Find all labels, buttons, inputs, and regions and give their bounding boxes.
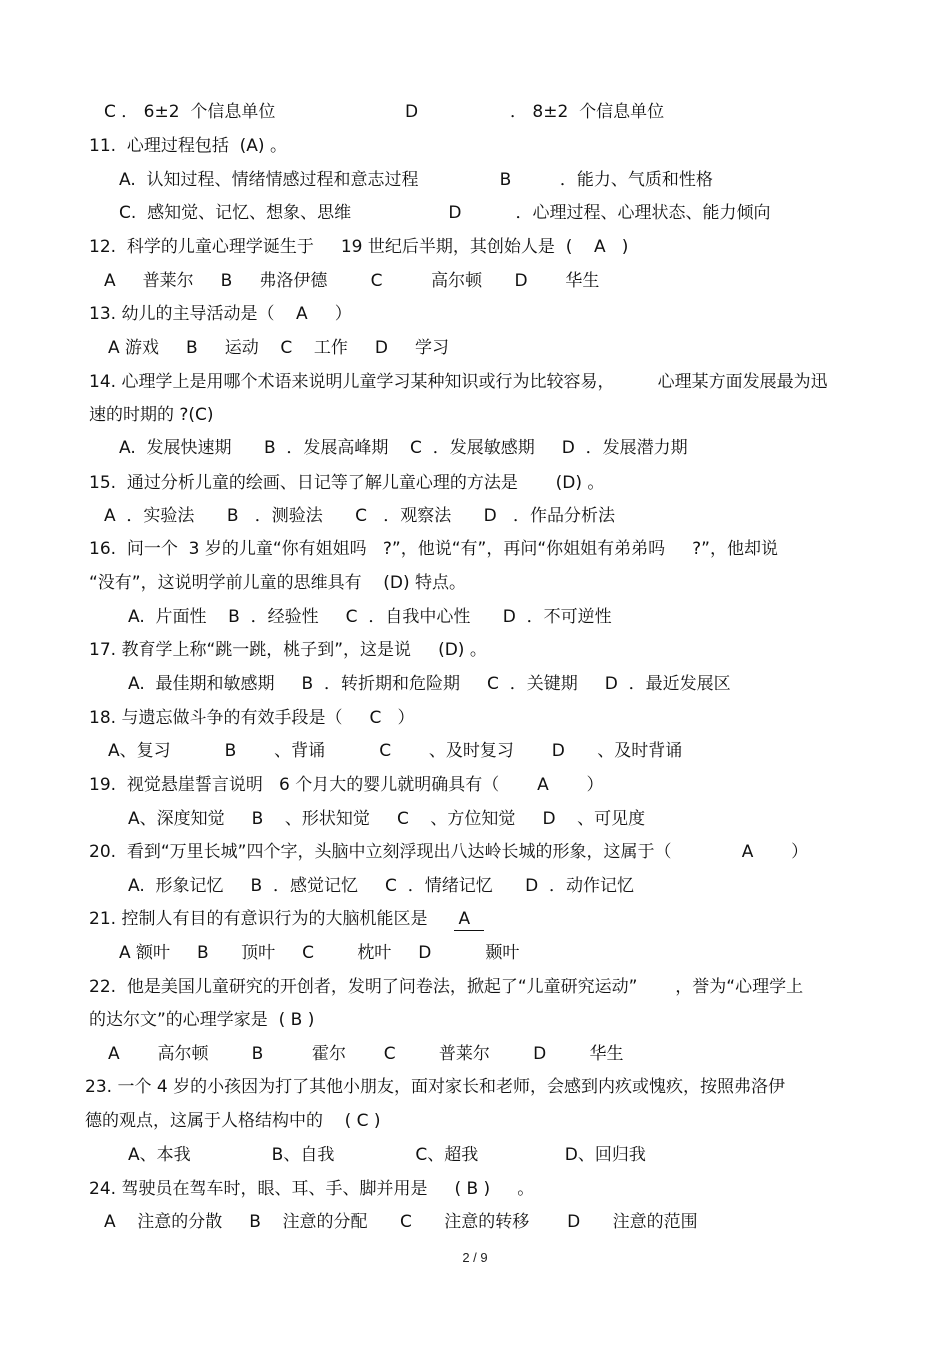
q22-question-line2: 的达尔文”的心理学家是 ( B ): [89, 1010, 315, 1030]
q14-options: A. 发展快速期 B ．发展高峰期 C ．发展敏感期 D ．发展潜力期: [119, 438, 688, 458]
q10-options-cd: C ． 6±2 个信息单位 D ． 8±2 个信息单位: [104, 102, 665, 122]
q15-options: A ．实验法 B ．测验法 C ．观察法 D ．作品分析法: [104, 506, 615, 526]
q22-question-line1: 22. 他是美国儿童研究的开创者，发明了问卷法，掀起了“儿童研究运动” ，誉为“心理学上: [89, 977, 804, 997]
q14-question-line2: 速的时期的 ?(C): [89, 405, 214, 425]
q18-question: 18. 与遗忘做斗争的有效手段是（ C ）: [89, 708, 415, 728]
q14-question-line1: 14. 心理学上是用哪个术语来说明儿童学习某种知识或行为比较容易， 心理某方面发展最为迅: [89, 372, 828, 392]
q12-question: 12. 科学的儿童心理学诞生于 19 世纪后半期，其创始人是 ( A ): [89, 237, 629, 257]
q11-options-ab: A. 认知过程、情绪情感过程和意志过程 B ．能力、气质和性格: [119, 170, 713, 190]
q24-question: 24. 驾驶员在驾车时，眼、耳、手、脚并用是 ( B ) 。: [89, 1179, 535, 1199]
q13-question: 13. 幼儿的主导活动是（ A ）: [89, 304, 352, 324]
q23-question-line1: 23. 一个 4 岁的小孩因为打了其他小朋友，面对家长和老师，会感到内疚或愧疚，按照弗洛伊: [85, 1077, 786, 1097]
q18-options: A、复习 B 、背诵 C 、及时复习 D 、及时背诵: [108, 741, 683, 761]
q11-options-cd: C. 感知觉、记忆、想象、思维 D ．心理过程、心理状态、能力倾向: [119, 203, 771, 223]
q19-question: 19. 视觉悬崖誓言说明 6 个月大的婴儿就明确具有（ A ）: [89, 775, 604, 795]
q16-options: A. 片面性 B ．经验性 C ．自我中心性 D ．不可逆性: [128, 607, 612, 627]
q17-options: A. 最佳期和敏感期 B ．转折期和危险期 C ．关键期 D ．最近发展区: [128, 674, 731, 694]
q23-question-line2: 德的观点，这属于人格结构中的 ( C ): [85, 1111, 381, 1131]
q22-options: A 高尔顿 B 霍尔 C 普莱尔 D 华生: [108, 1044, 624, 1064]
q23-options: A、本我 B、自我 C、超我 D、回归我: [128, 1145, 646, 1165]
q19-options: A、深度知觉 B 、形状知觉 C 、方位知觉 D 、可见度: [128, 809, 646, 829]
q21-question-text: 21. 控制人有目的有意识行为的大脑机能区是: [89, 909, 428, 929]
q13-options: A 游戏 B 运动 C 工作 D 学习: [108, 338, 449, 358]
q16-question-line2: “没有”，这说明学前儿童的思维具有 (D) 特点。: [89, 573, 466, 593]
page-number: 2 / 9: [462, 1250, 488, 1265]
q12-options: A 普莱尔 B 弗洛伊德 C 高尔顿 D 华生: [104, 271, 600, 291]
q15-question: 15. 通过分析儿童的绘画、日记等了解儿童心理的方法是 (D) 。: [89, 473, 605, 493]
q17-question: 17. 教育学上称“跳一跳，桃子到”，这是说 (D) 。: [89, 640, 487, 660]
q11-question: 11. 心理过程包括 (A) 。: [89, 136, 287, 156]
q21-question: [89, 908, 484, 931]
q20-question: 20. 看到“万里长城”四个字，头脑中立刻浮现出八达岭长城的形象，这属于（ A ）: [89, 842, 809, 862]
q21-options: A 额叶 B 顶叶 C 枕叶 D 颞叶: [119, 943, 520, 963]
q16-question-line1: 16. 问一个 3 岁的儿童“你有姐姐吗 ?”，他说“有”，再问“你姐姐有弟弟吗 ?”，他却说: [89, 539, 778, 559]
q24-options: A 注意的分散 B 注意的分配 C 注意的转移 D 注意的范围: [104, 1212, 698, 1232]
q21-answer-blank: A: [454, 908, 484, 931]
q20-options: A. 形象记忆 B ．感觉记忆 C ．情绪记忆 D ．动作记忆: [128, 876, 635, 896]
